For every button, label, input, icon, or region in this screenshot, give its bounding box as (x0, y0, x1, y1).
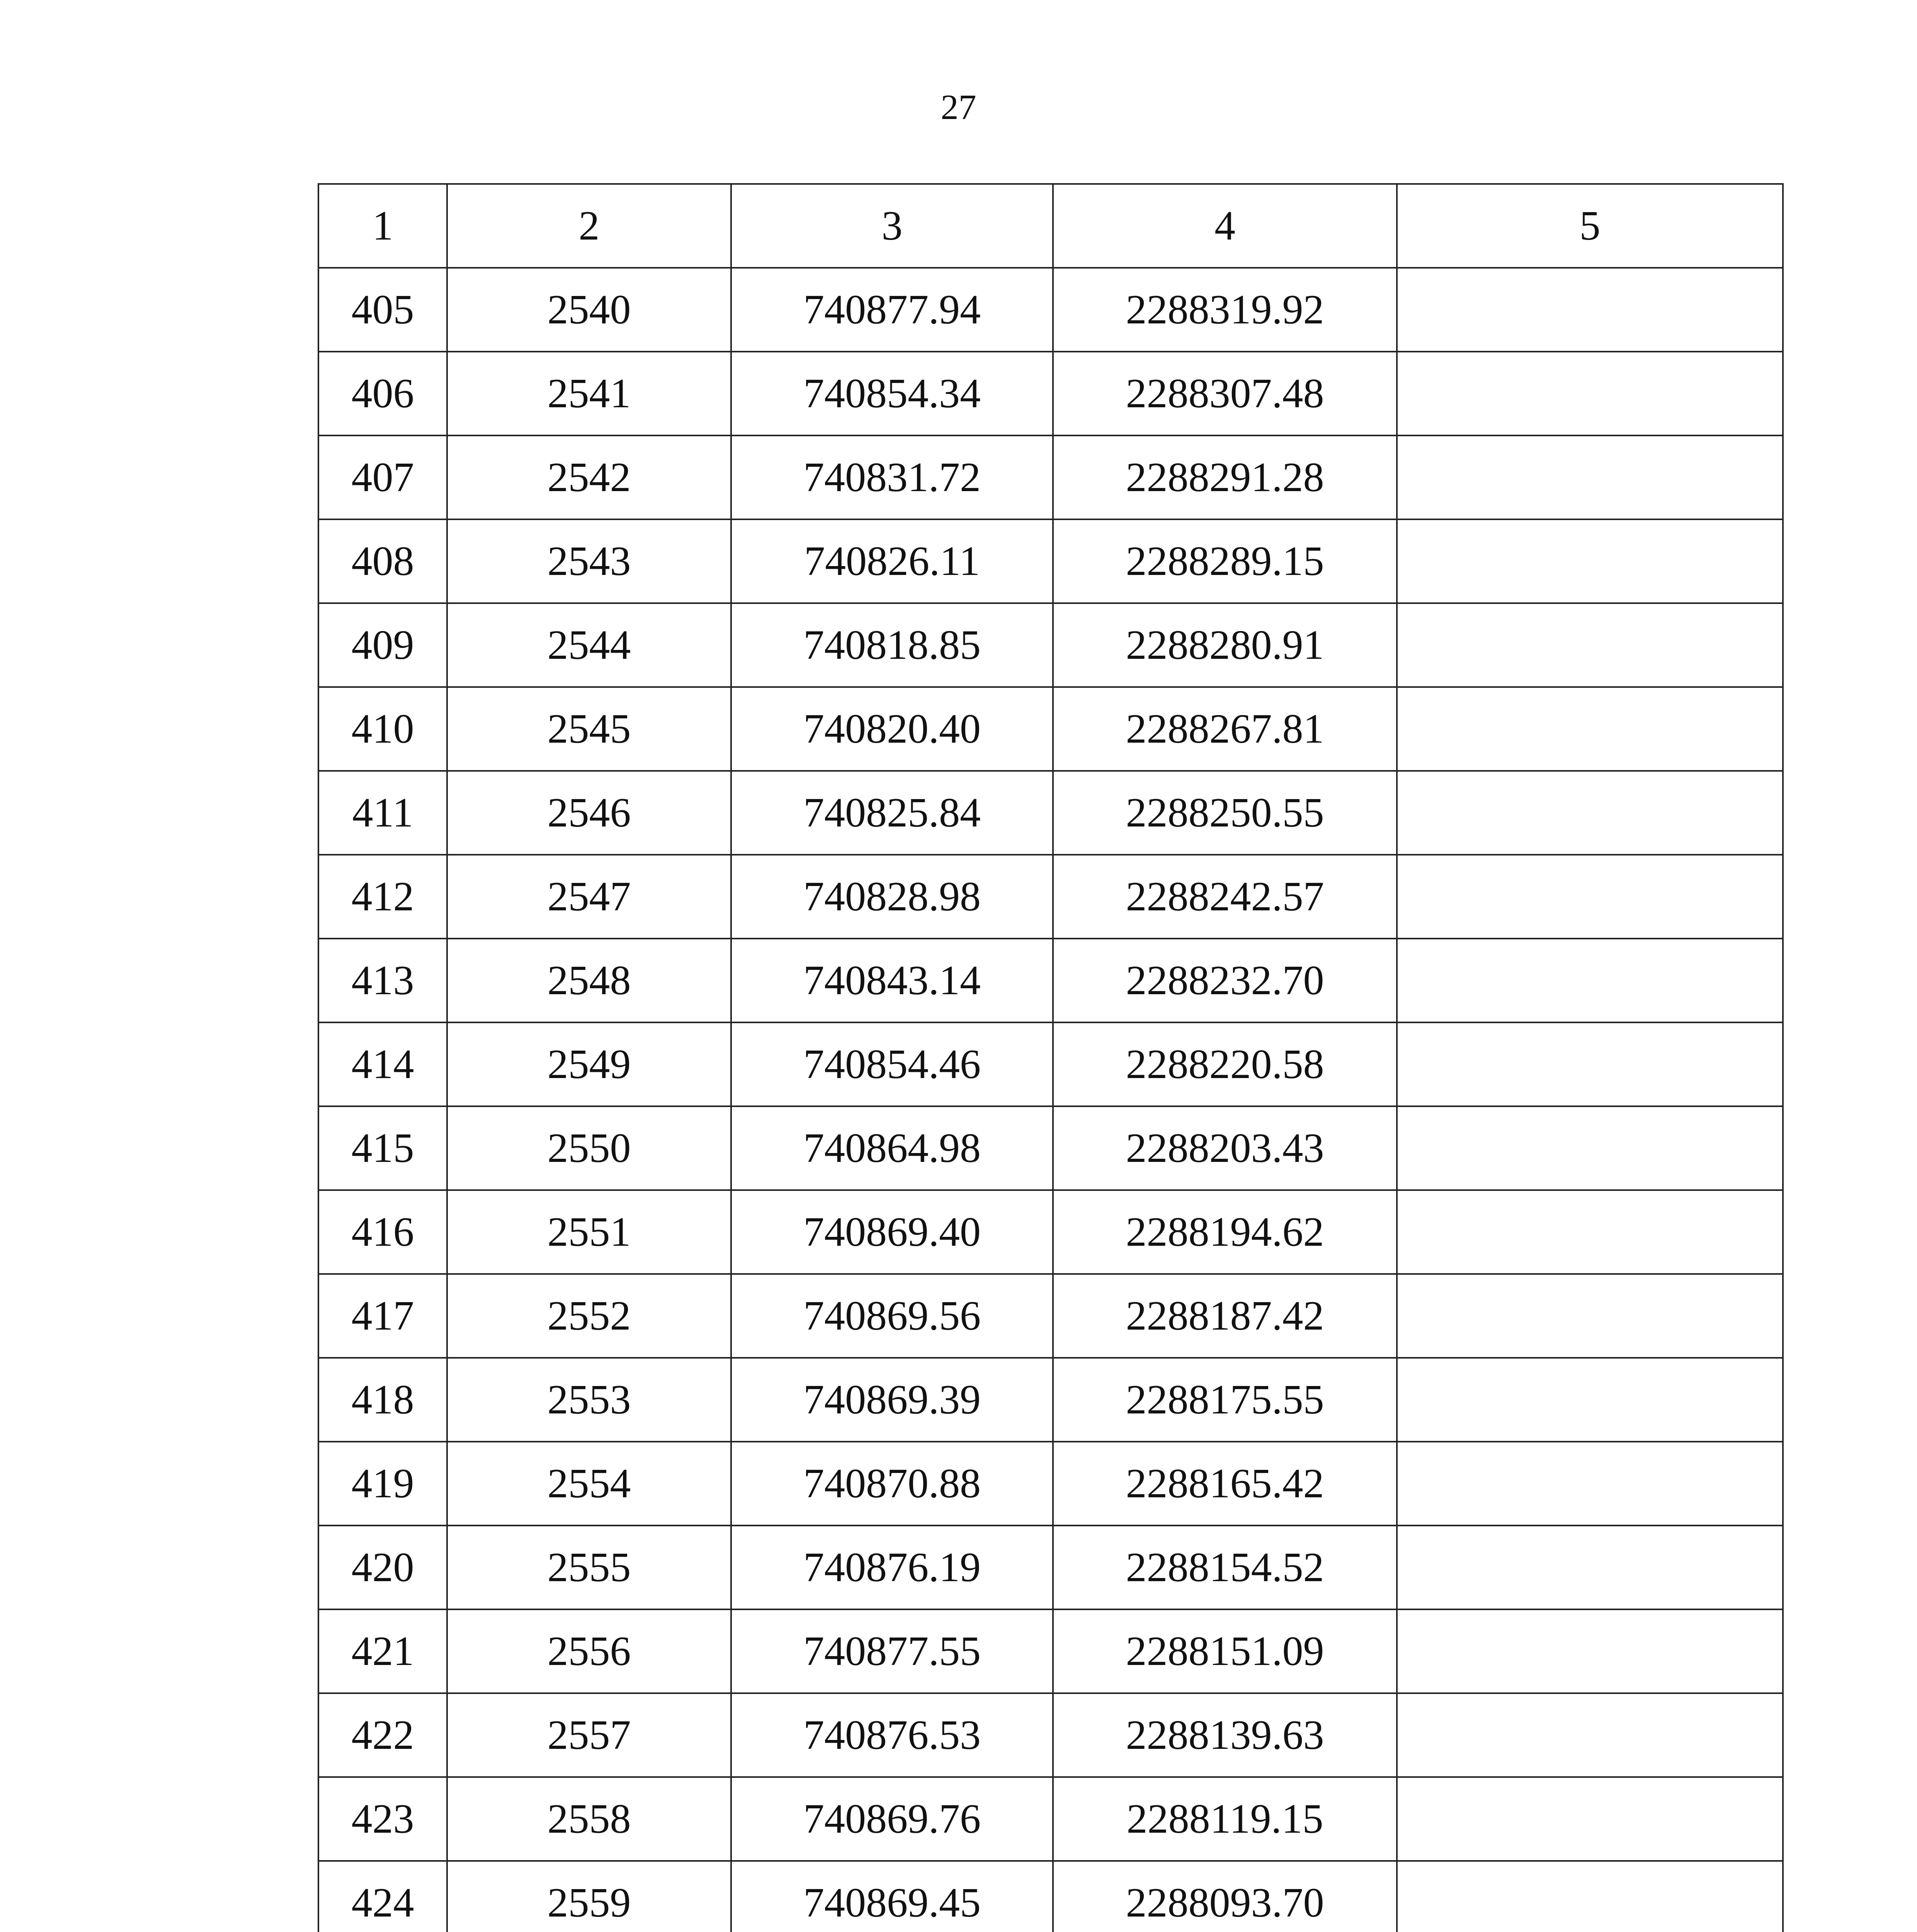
table-cell-col-2: 2559 (447, 1861, 731, 1932)
header-cell-col-2: 2 (447, 184, 731, 268)
table-cell-col-1: 406 (318, 352, 447, 435)
table-cell-col-2: 2549 (447, 1022, 731, 1106)
header-cell-col-5: 5 (1397, 184, 1783, 268)
table-row (318, 1526, 1783, 1609)
table-cell-col-3: 740854.46 (731, 1022, 1053, 1106)
table-cell-col-3: 740843.14 (731, 939, 1053, 1022)
table-cell-col-1: 422 (318, 1693, 447, 1777)
table-cell-col-5 (1397, 1106, 1783, 1190)
table-row (318, 603, 1783, 687)
header-cell-col-3: 3 (731, 184, 1053, 268)
table-cell-col-2: 2550 (447, 1106, 731, 1190)
table-cell-col-1: 424 (318, 1861, 447, 1932)
table-cell-col-4: 2288203.43 (1053, 1106, 1397, 1190)
table-row (318, 1274, 1783, 1358)
table-cell-col-1: 405 (318, 268, 447, 352)
table-cell-col-2: 2557 (447, 1693, 731, 1777)
coordinates-table (318, 183, 1784, 1932)
table-cell-col-3: 740869.76 (731, 1777, 1053, 1861)
table-cell-col-3: 740869.45 (731, 1861, 1053, 1932)
table-cell-col-5 (1397, 1274, 1783, 1358)
table-cell-col-4: 2288280.91 (1053, 603, 1397, 687)
table-row (318, 1442, 1783, 1526)
table-cell-col-2: 2545 (447, 687, 731, 771)
table-cell-col-2: 2548 (447, 939, 731, 1022)
table-cell-col-3: 740870.88 (731, 1442, 1053, 1526)
header-cell-col-1: 1 (318, 184, 447, 268)
table-cell-col-1: 423 (318, 1777, 447, 1861)
table-cell-col-1: 418 (318, 1358, 447, 1442)
table-cell-col-2: 2552 (447, 1274, 731, 1358)
table-cell-col-3: 740864.98 (731, 1106, 1053, 1190)
table-cell-col-4: 2288250.55 (1053, 771, 1397, 855)
table-cell-col-5 (1397, 939, 1783, 1022)
table-cell-col-3: 740877.94 (731, 268, 1053, 352)
table-cell-col-2: 2558 (447, 1777, 731, 1861)
table-cell-col-5 (1397, 1861, 1783, 1932)
table-cell-col-5 (1397, 352, 1783, 435)
table-cell-col-1: 411 (318, 771, 447, 855)
table-cell-col-3: 740818.85 (731, 603, 1053, 687)
page-number: 27 (941, 87, 976, 127)
table-cell-col-4: 2288194.62 (1053, 1190, 1397, 1274)
table-cell-col-5 (1397, 1526, 1783, 1609)
table-cell-col-1: 417 (318, 1274, 447, 1358)
table-row (318, 687, 1783, 771)
table-cell-col-5 (1397, 1442, 1783, 1526)
table-cell-col-4: 2288220.58 (1053, 1022, 1397, 1106)
table-cell-col-4: 2288093.70 (1053, 1861, 1397, 1932)
table-cell-col-5 (1397, 435, 1783, 519)
table-cell-col-2: 2546 (447, 771, 731, 855)
table-cell-col-2: 2542 (447, 435, 731, 519)
table-cell-col-4: 2288291.28 (1053, 435, 1397, 519)
table-cell-col-2: 2551 (447, 1190, 731, 1274)
table-cell-col-1: 410 (318, 687, 447, 771)
table-cell-col-4: 2288242.57 (1053, 855, 1397, 939)
table-row (318, 1022, 1783, 1106)
table-cell-col-4: 2288151.09 (1053, 1609, 1397, 1693)
table-cell-col-2: 2540 (447, 268, 731, 352)
table-row (318, 1609, 1783, 1693)
table-cell-col-2: 2544 (447, 603, 731, 687)
table-cell-col-5 (1397, 1022, 1783, 1106)
table-cell-col-4: 2288119.15 (1053, 1777, 1397, 1861)
table-cell-col-1: 412 (318, 855, 447, 939)
table-cell-col-5 (1397, 1693, 1783, 1777)
table-row (318, 352, 1783, 435)
table-row (318, 268, 1783, 352)
table-cell-col-2: 2554 (447, 1442, 731, 1526)
table-row (318, 1190, 1783, 1274)
table-row (318, 1358, 1783, 1442)
table-cell-col-4: 2288289.15 (1053, 519, 1397, 603)
table-cell-col-2: 2543 (447, 519, 731, 603)
table-row (318, 1861, 1783, 1932)
table-body (318, 184, 1783, 1932)
table-row (318, 939, 1783, 1022)
table-cell-col-5 (1397, 1609, 1783, 1693)
table-cell-col-5 (1397, 1190, 1783, 1274)
table-cell-col-5 (1397, 603, 1783, 687)
table-row (318, 435, 1783, 519)
table-cell-col-4: 2288175.55 (1053, 1358, 1397, 1442)
table-cell-col-1: 407 (318, 435, 447, 519)
table-cell-col-2: 2547 (447, 855, 731, 939)
table-cell-col-4: 2288154.52 (1053, 1526, 1397, 1609)
table-cell-col-3: 740869.40 (731, 1190, 1053, 1274)
table-cell-col-5 (1397, 1777, 1783, 1861)
table-cell-col-1: 421 (318, 1609, 447, 1693)
table-cell-col-3: 740869.56 (731, 1274, 1053, 1358)
table-row (318, 855, 1783, 939)
table-cell-col-2: 2556 (447, 1609, 731, 1693)
table-cell-col-4: 2288232.70 (1053, 939, 1397, 1022)
table-cell-col-3: 740869.39 (731, 1358, 1053, 1442)
table-row (318, 1106, 1783, 1190)
table-cell-col-1: 419 (318, 1442, 447, 1526)
table-cell-col-4: 2288139.63 (1053, 1693, 1397, 1777)
table-row (318, 1777, 1783, 1861)
header-cell-col-4: 4 (1053, 184, 1397, 268)
table-cell-col-1: 414 (318, 1022, 447, 1106)
table-row (318, 771, 1783, 855)
table-cell-col-3: 740876.53 (731, 1693, 1053, 1777)
table-cell-col-3: 740877.55 (731, 1609, 1053, 1693)
table-cell-col-3: 740831.72 (731, 435, 1053, 519)
table-cell-col-1: 416 (318, 1190, 447, 1274)
table-cell-col-5 (1397, 519, 1783, 603)
table-row (318, 519, 1783, 603)
table-cell-col-5 (1397, 268, 1783, 352)
table-cell-col-5 (1397, 1358, 1783, 1442)
table-cell-col-4: 2288165.42 (1053, 1442, 1397, 1526)
table-cell-col-2: 2555 (447, 1526, 731, 1609)
table-cell-col-1: 413 (318, 939, 447, 1022)
table-row (318, 1693, 1783, 1777)
table-cell-col-1: 408 (318, 519, 447, 603)
table-cell-col-3: 740828.98 (731, 855, 1053, 939)
table-cell-col-4: 2288319.92 (1053, 268, 1397, 352)
table-header-row (318, 184, 1783, 268)
table-cell-col-2: 2541 (447, 352, 731, 435)
table-cell-col-4: 2288187.42 (1053, 1274, 1397, 1358)
table-cell-col-5 (1397, 687, 1783, 771)
table-cell-col-3: 740854.34 (731, 352, 1053, 435)
table-cell-col-4: 2288307.48 (1053, 352, 1397, 435)
table-cell-col-2: 2553 (447, 1358, 731, 1442)
table-cell-col-3: 740876.19 (731, 1526, 1053, 1609)
table-cell-col-4: 2288267.81 (1053, 687, 1397, 771)
table-cell-col-1: 409 (318, 603, 447, 687)
table-cell-col-1: 420 (318, 1526, 447, 1609)
table-cell-col-5 (1397, 855, 1783, 939)
table-cell-col-3: 740825.84 (731, 771, 1053, 855)
table-cell-col-5 (1397, 771, 1783, 855)
table-cell-col-3: 740826.11 (731, 519, 1053, 603)
table-cell-col-3: 740820.40 (731, 687, 1053, 771)
table-cell-col-1: 415 (318, 1106, 447, 1190)
